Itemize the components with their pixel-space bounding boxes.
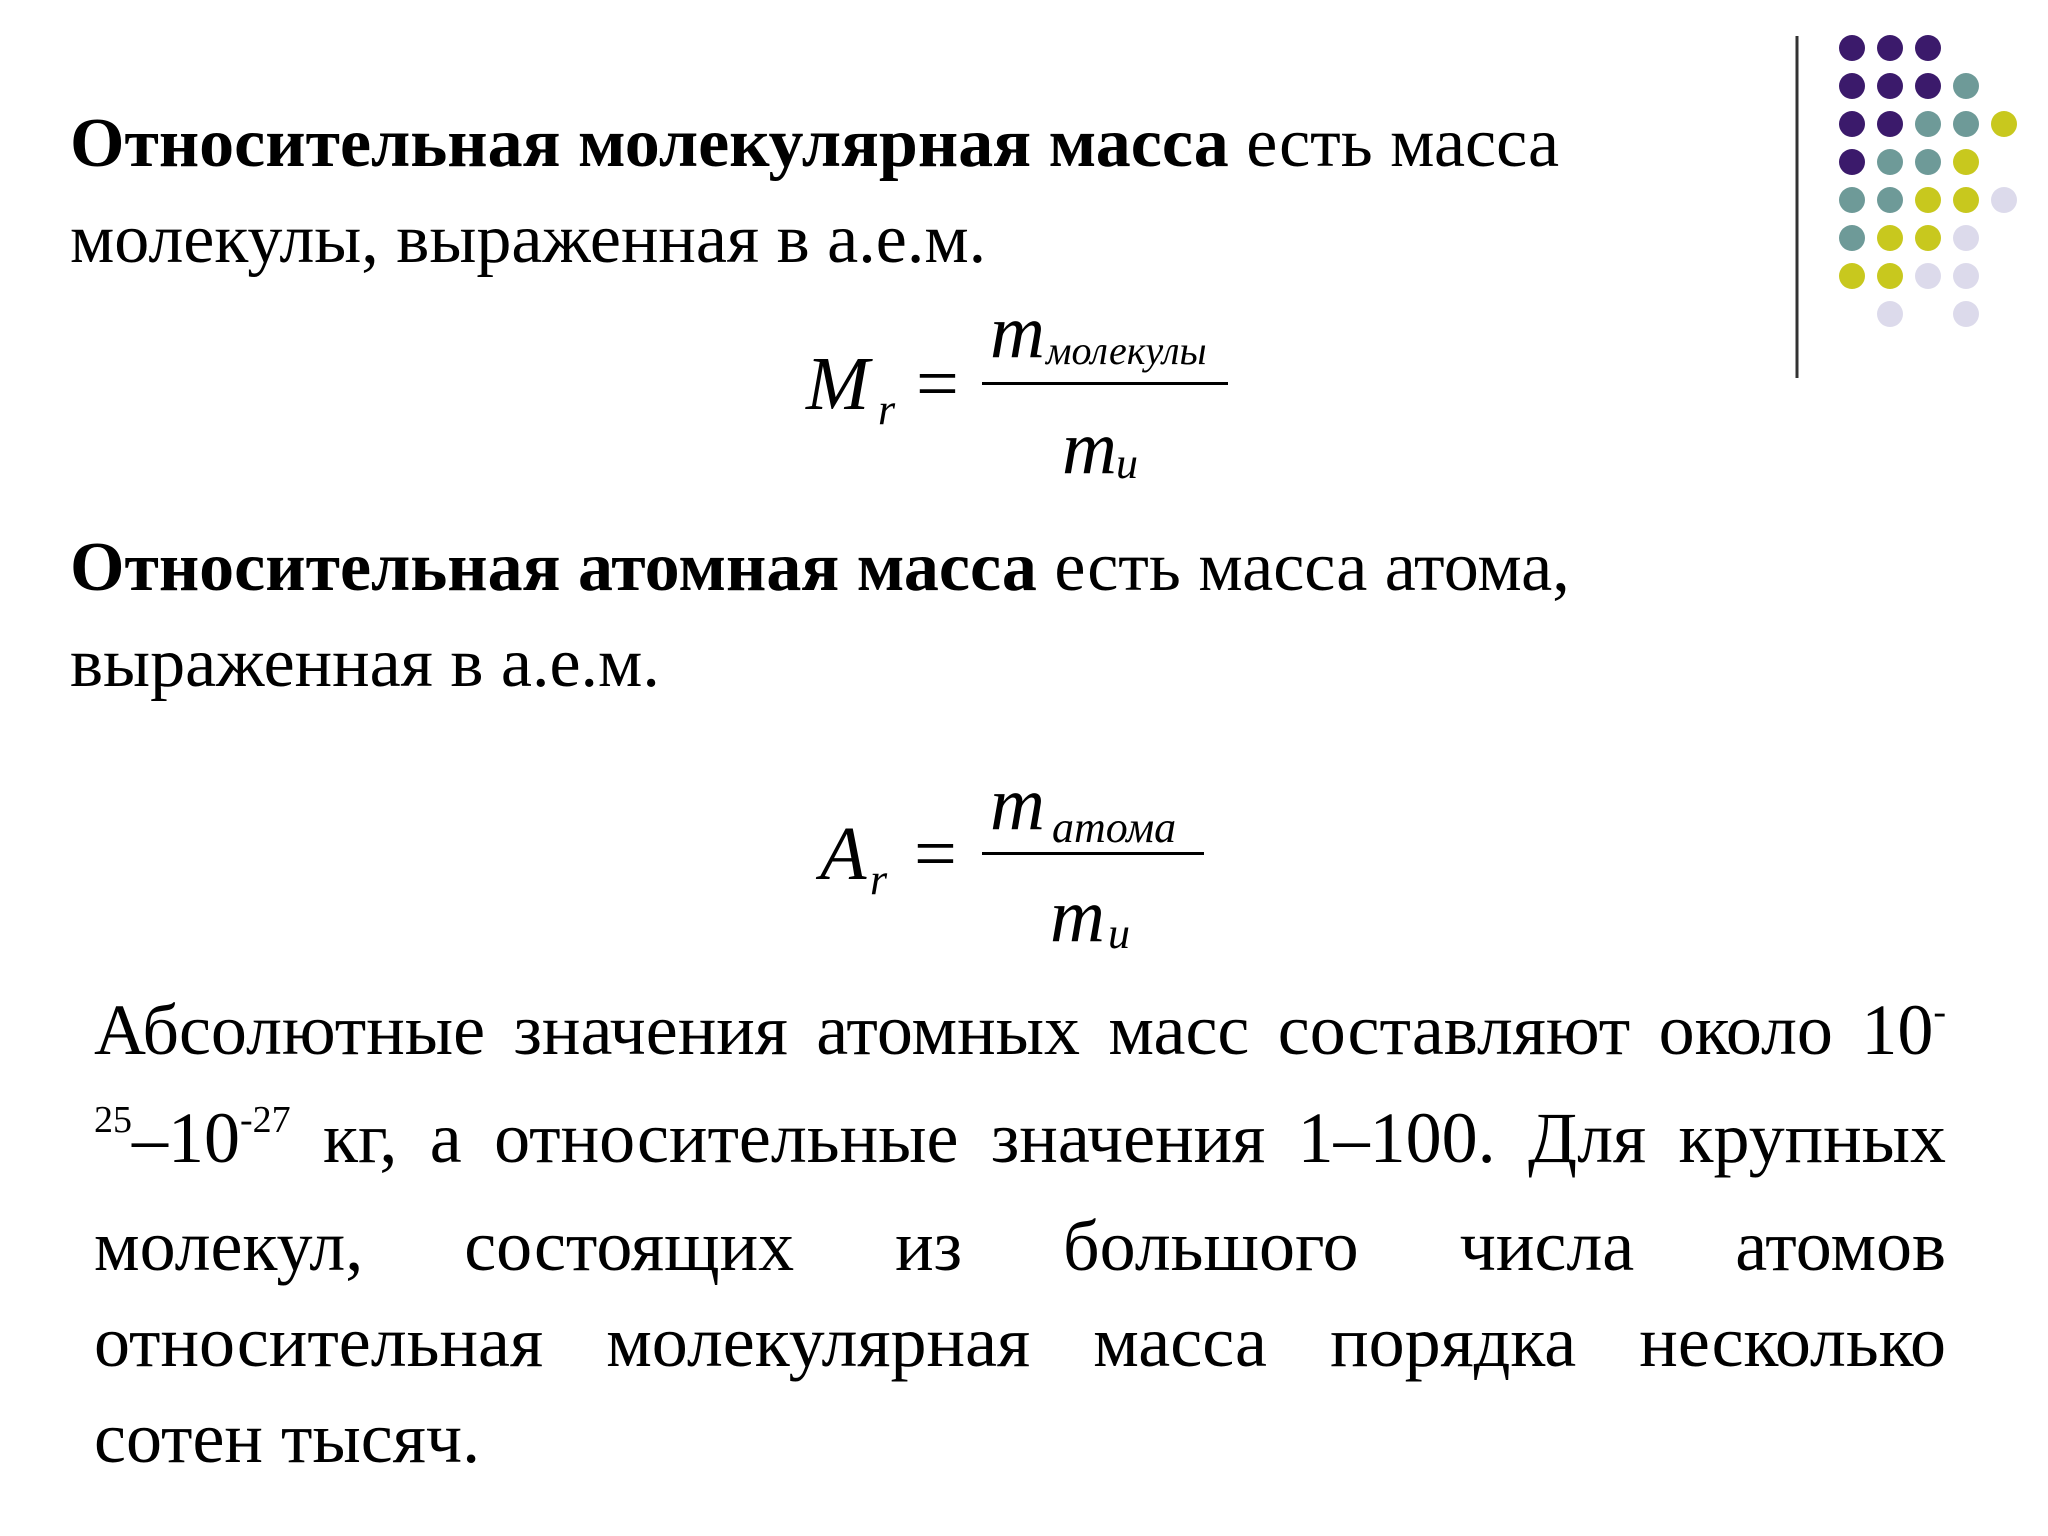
formula-lhs-symbol: M (806, 342, 870, 426)
decor-dot (1877, 111, 1903, 137)
absolute-values-text-before: Абсолютные значения атомных масс составляют около 10 (94, 990, 1934, 1070)
decor-dot (1991, 111, 2017, 137)
decor-dot (1915, 187, 1941, 213)
decor-dot (1953, 111, 1979, 137)
decor-dot (1839, 35, 1865, 61)
exponent-1: -25 (94, 991, 1946, 1141)
decor-dot (1839, 73, 1865, 99)
decor-dot (1877, 35, 1903, 61)
formula-lhs-subscript: r (878, 385, 896, 434)
decor-dot (1839, 187, 1865, 213)
decor-dot (1915, 35, 1941, 61)
formula-numerator-symbol: m (990, 290, 1045, 374)
formula-numerator-subscript: молекулы (1046, 328, 1207, 373)
formula-equals-sign: = (916, 342, 959, 426)
decor-dot (1953, 73, 1979, 99)
molecular-mass-definition (70, 96, 1770, 288)
decor-dot (1877, 225, 1903, 251)
molecular-mass-term: Относительная молекулярная масса (70, 105, 1229, 182)
atomic-mass-term: Относительная атомная масса (70, 529, 1037, 606)
formula-denominator-symbol: m (1050, 874, 1105, 958)
atomic-mass-definition-text: есть масса атома, выраженная в а.е.м. (70, 529, 1570, 702)
decor-dot (1839, 225, 1865, 251)
decor-dot (1915, 73, 1941, 99)
atomic-mass-definition (70, 520, 1820, 712)
molecular-mass-definition-text: есть масса молекулы, выраженная в а.е.м. (70, 105, 1560, 278)
range-dash: –10 (132, 1098, 240, 1178)
decor-dot (1877, 263, 1903, 289)
decor-dot (1915, 111, 1941, 137)
dot-pattern (1839, 35, 2017, 327)
formula-denominator-subscript: u (1108, 909, 1130, 958)
decor-dot (1991, 187, 2017, 213)
decor-dot (1953, 301, 1979, 327)
decor-dot (1877, 187, 1903, 213)
decor-dot (1953, 263, 1979, 289)
absolute-values-paragraph (94, 982, 1946, 1486)
exponent-2: -27 (240, 1099, 291, 1141)
decor-dot (1915, 149, 1941, 175)
decor-dot (1839, 111, 1865, 137)
fraction-bar (982, 382, 1228, 385)
formula-denominator-symbol: m (1062, 406, 1117, 490)
formula-numerator-symbol: m (990, 762, 1045, 846)
absolute-values-text-after: кг, а относительные значения 1–100. Для крупных молекул, состоящих из большого числа атомов относительная молекулярная масса порядка несколько сотен тысяч. (94, 1098, 1946, 1478)
decor-dot (1877, 73, 1903, 99)
decor-dot (1877, 301, 1903, 327)
decor-dot (1953, 187, 1979, 213)
decor-dot (1839, 263, 1865, 289)
decor-dot (1953, 149, 1979, 175)
decor-dot (1953, 225, 1979, 251)
formula-lhs-subscript: r (870, 855, 888, 904)
decor-dot (1877, 149, 1903, 175)
formula-numerator-subscript: атома (1052, 803, 1177, 852)
decor-dot (1839, 149, 1865, 175)
formula-equals-sign: = (914, 812, 957, 896)
formula-lhs-symbol: A (820, 812, 867, 896)
formula-denominator-subscript: u (1116, 439, 1138, 488)
fraction-bar (982, 852, 1204, 855)
decor-dot (1915, 263, 1941, 289)
decor-dot (1915, 225, 1941, 251)
